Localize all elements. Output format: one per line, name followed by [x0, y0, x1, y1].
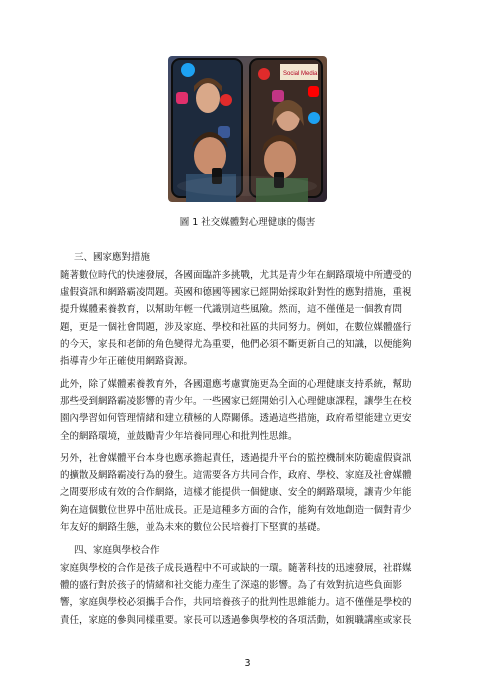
section3-paragraph-1 [60, 267, 436, 370]
text-line: 的擴散及網路霸凌行為的發生。這需要各方共同合作，政府、學校、家庭及社會媒體 [60, 470, 412, 482]
text-line: 園內學習如何管理情緒和建立積極的人際關係。透過這些措施，政府希望能建立更安 [60, 413, 412, 425]
text-line: 那些受到網路霸凌影響的青少年。一些國家已經開始引入心理健康課程，讓學生在校 [60, 396, 412, 408]
text-line: 全的網路環境，並鼓勵青少年培養同理心和批判性思維。 [60, 430, 298, 442]
section-heading-4: 四、家庭與學校合作 [74, 545, 160, 556]
text-line: 提升媒體素養教育，以幫助年輕一代識別這些風險。然而，這不僅僅是一個教育問 [60, 304, 403, 316]
text-line: 體的盛行對於孩子的情緒和社交能力產生了深遠的影響。為了有效對抗這些負面影 [60, 580, 403, 592]
text-line: 之間要形成有效的合作網絡，這樣才能提供一個健康、安全的網路環境，讓青少年能 [60, 487, 412, 499]
social-media-harm-illustration [168, 56, 327, 202]
page-number: 3 [244, 658, 251, 669]
text-line: 指導青少年正確使用網路資源。 [60, 356, 194, 368]
text-line: 家庭與學校的合作是孩子成長過程中不可或缺的一環。隨著科技的迅速發展，社群媒 [60, 563, 412, 574]
text-line: 響，家庭與學校必須攜手合作，共同培養孩子的批判性思維能力。這不僅僅是學校的 [60, 597, 412, 609]
text-line: 年友好的網路生態，並為未來的數位公民培養打下堅實的基礎。 [60, 521, 327, 533]
sign-text: Social Media [283, 71, 318, 77]
text-line: 隨著數位時代的快速發展，各國面臨許多挑戰，尤其是青少年在網路環境中所遭受的 [60, 270, 412, 281]
section4-paragraph-1 [60, 560, 436, 629]
section3-paragraph-2 [60, 376, 436, 445]
figure-caption: 圖 1 社交媒體對心理健康的傷害 [179, 217, 316, 228]
text-line: 題，更是一個社會問題，涉及家庭、學校和社區的共同努力。例如，在數位媒體盛行 [60, 321, 412, 333]
text-line: 此外，除了媒體素養教育外，各國還應考慮實施更為全面的心理健康支持系統，幫助 [60, 379, 412, 390]
text-line: 的今天，家長和老師的角色變得尤為重要，他們必須不斷更新自己的知識，以便能夠 [60, 338, 412, 350]
text-line: 另外，社會媒體平台本身也應承擔起責任，透過提升平台的監控機制來防範虛假資訊 [60, 453, 412, 464]
text-line: 責任，家庭的參與同樣重要。家長可以透過參與學校的各項活動，如親職講座或家長 [60, 614, 412, 626]
text-line: 虛假資訊和網路霸凌問題。英國和德國等國家已經開始採取針對性的應對措施，重視 [60, 287, 412, 299]
section-heading-3: 三、國家應對措施 [74, 252, 151, 263]
section3-paragraph-3 [60, 450, 436, 536]
text-line: 夠在這個數位世界中茁壯成長。正是這種多方面的合作，能夠有效地創造一個對青少 [60, 504, 412, 516]
